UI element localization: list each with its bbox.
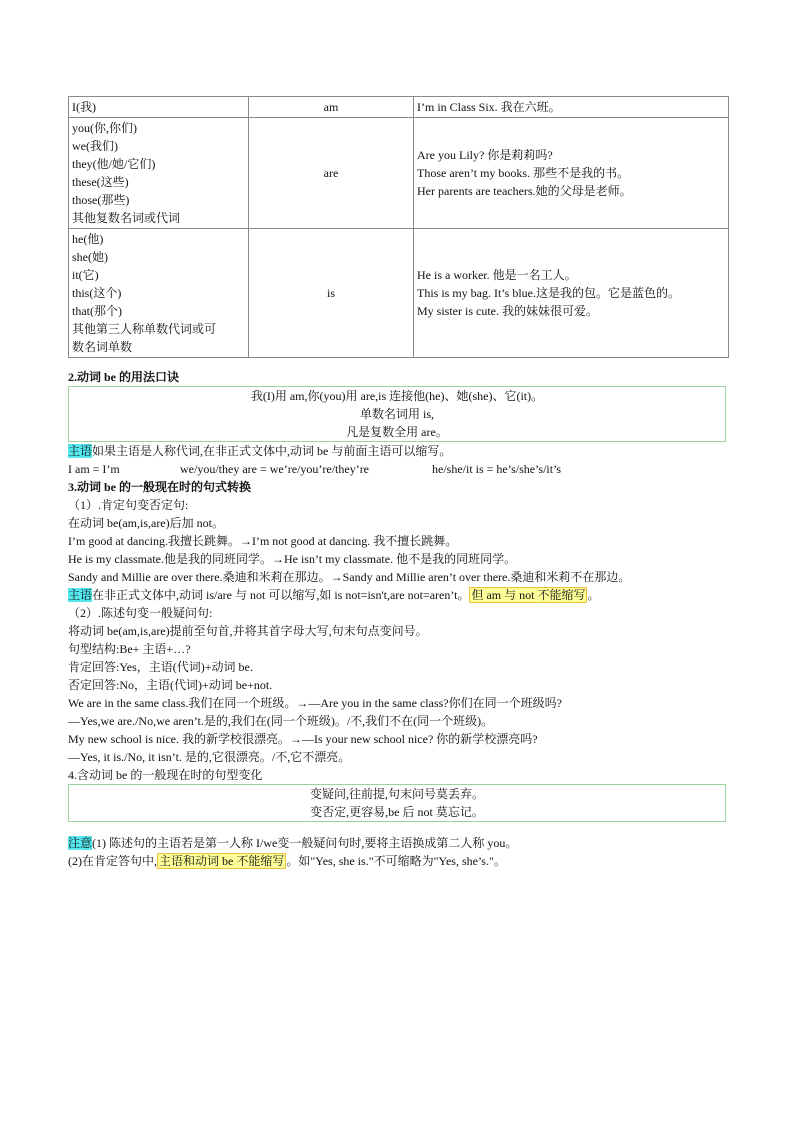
example-sentence: —Yes,we are./No,we aren’t.是的,我们在(同一个班级)。/不,我们不在(同一个班级)。 bbox=[68, 714, 494, 728]
be-verb-table bbox=[68, 96, 729, 358]
spacer bbox=[68, 822, 730, 834]
example-item: He is a worker. 他是一名工人。 bbox=[417, 268, 577, 282]
verb-cell: am bbox=[249, 97, 414, 118]
subject-item: I(我) bbox=[72, 100, 96, 114]
example-sentence: Sandy and Millie are over there.桑迪和米莉在那边。→Sandy and Millie aren’t over there.桑迪和米莉不在那边。 bbox=[68, 570, 631, 584]
contraction-i: I am = I’m bbox=[68, 462, 120, 476]
contraction-forms bbox=[68, 460, 730, 478]
subject-item: she(她) bbox=[72, 250, 108, 264]
notes-label-highlight: 注意 bbox=[68, 836, 93, 850]
subject-item: he(他) bbox=[72, 232, 104, 246]
negation-note bbox=[68, 586, 730, 604]
contraction-note bbox=[68, 442, 730, 460]
subject-item: 其他复数名词或代词 bbox=[72, 211, 181, 225]
answer-yes: 肯定回答:Yes，主语(代词)+动词 be. bbox=[68, 660, 253, 674]
subject-item: we(我们) bbox=[72, 139, 118, 153]
warning-highlight: 但 am 与 not 不能缩写 bbox=[471, 588, 586, 602]
rhyme-line: 凡是复数全用 are。 bbox=[346, 425, 448, 439]
subject-item: they(他/她/它们) bbox=[72, 157, 156, 171]
example-sentence: —Yes, it is./No, it isn’t. 是的,它很漂亮。/不,它不漂亮。 bbox=[68, 750, 351, 764]
section-3-heading: 3.动词 be 的一般现在时的句式转换 bbox=[68, 480, 252, 494]
subject-cell bbox=[69, 118, 249, 229]
note-label-highlight: 主语 bbox=[68, 588, 93, 602]
subject-item: that(那个) bbox=[72, 304, 122, 318]
rhyme-line: 变否定,更容易,be 后 not 莫忘记。 bbox=[310, 805, 484, 819]
warning-highlight: 主语和动词 be 不能缩写 bbox=[159, 854, 285, 868]
structure-text: 句型结构:Be+ 主语+…? bbox=[68, 642, 191, 656]
rule-text: 在动词 be(am,is,are)后加 not。 bbox=[68, 516, 224, 530]
note-text: 如果主语是人称代词,在非正式文体中,动词 be 与前面主语可以缩写。 bbox=[92, 444, 452, 458]
table-row bbox=[69, 97, 729, 118]
example-item: My sister is cute. 我的妹妹很可爱。 bbox=[417, 304, 598, 318]
note-label-highlight: 主语 bbox=[68, 444, 93, 458]
example-sentence: I’m good at dancing.我擅长跳舞。→I’m not good at dancing. 我不擅长跳舞。 bbox=[68, 534, 458, 548]
sentence-change-rhyme-box bbox=[68, 784, 726, 822]
example-cell bbox=[414, 229, 729, 358]
contraction-singular: he/she/it is = he’s/she’s/it’s bbox=[432, 462, 562, 476]
example-item: Her parents are teachers.她的父母是老师。 bbox=[417, 184, 632, 198]
subject-item: these(这些) bbox=[72, 175, 129, 189]
example-cell bbox=[414, 97, 729, 118]
page-content bbox=[68, 96, 730, 870]
contraction-plural: we/you/they are = we’re/you’re/they’re bbox=[180, 462, 370, 476]
notes-text: (2)在肯定答句中, bbox=[68, 854, 157, 868]
notes-line-2 bbox=[68, 852, 730, 870]
subject-item: you(你,你们) bbox=[72, 121, 137, 135]
answer-no: 否定回答:No，主语(代词)+动词 be+not. bbox=[68, 678, 273, 692]
note-text: 在非正式文体中,动词 is/are 与 not 可以缩写,如 is not=isn't,are not=aren’t。 bbox=[92, 588, 470, 602]
subsection-heading: （2）.陈述句变一般疑问句: bbox=[68, 606, 213, 620]
example-sentence: He is my classmate.他是我的同班同学。→He isn’t my classmate. 他不是我的同班同学。 bbox=[68, 552, 517, 566]
rhyme-line: 单数名词用 is, bbox=[359, 407, 434, 421]
example-item: This is my bag. It’s blue.这是我的包。它是蓝色的。 bbox=[417, 286, 680, 300]
table-row bbox=[69, 229, 729, 358]
rule-text: 将动词 be(am,is,are)提前至句首,并将其首字母大写,句末句点变问号。 bbox=[68, 624, 428, 638]
table-row bbox=[69, 118, 729, 229]
verb-cell: is bbox=[249, 229, 414, 358]
section-2-heading: 2.动词 be 的用法口诀 bbox=[68, 370, 180, 384]
notes-text: (1) 陈述句的主语若是第一人称 I/we变一般疑问句时,要将主语换成第二人称 you。 bbox=[92, 836, 518, 850]
example-sentence: My new school is nice. 我的新学校很漂亮。→—Is your new school nice? 你的新学校漂亮吗? bbox=[68, 732, 538, 746]
subject-item: 其他第三人称单数代词或可 bbox=[72, 322, 217, 336]
subject-cell bbox=[69, 97, 249, 118]
usage-rhyme-box bbox=[68, 386, 726, 442]
notes-text: 。如"Yes, she is."不可缩略为"Yes, she’s."。 bbox=[286, 854, 506, 868]
rhyme-line: 变疑问,往前提,句末问号莫丢弃。 bbox=[309, 787, 484, 801]
subject-cell bbox=[69, 229, 249, 358]
example-item: Are you Lily? 你是莉莉吗? bbox=[417, 148, 553, 162]
subject-item: those(那些) bbox=[72, 193, 130, 207]
section-4-heading: 4.含动词 be 的一般现在时的句型变化 bbox=[68, 768, 263, 782]
rhyme-line: 我(I)用 am,你(you)用 are,is 连接他(he)、她(she)、它(it)。 bbox=[250, 389, 544, 403]
subject-item: this(这个) bbox=[72, 286, 122, 300]
subject-item: 数名词单数 bbox=[72, 340, 133, 354]
example-sentence: We are in the same class.我们在同一个班级。→—Are you in the same class?你们在同一个班级吗? bbox=[68, 696, 562, 710]
example-item: I’m in Class Six. 我在六班。 bbox=[417, 100, 561, 114]
notes-line-1 bbox=[68, 834, 730, 852]
verb-cell: are bbox=[249, 118, 414, 229]
subsection-heading: （1）.肯定句变否定句: bbox=[68, 498, 189, 512]
example-cell bbox=[414, 118, 729, 229]
example-item: Those aren’t my books. 那些不是我的书。 bbox=[417, 166, 630, 180]
note-end: 。 bbox=[587, 588, 600, 602]
subject-item: it(它) bbox=[72, 268, 99, 282]
